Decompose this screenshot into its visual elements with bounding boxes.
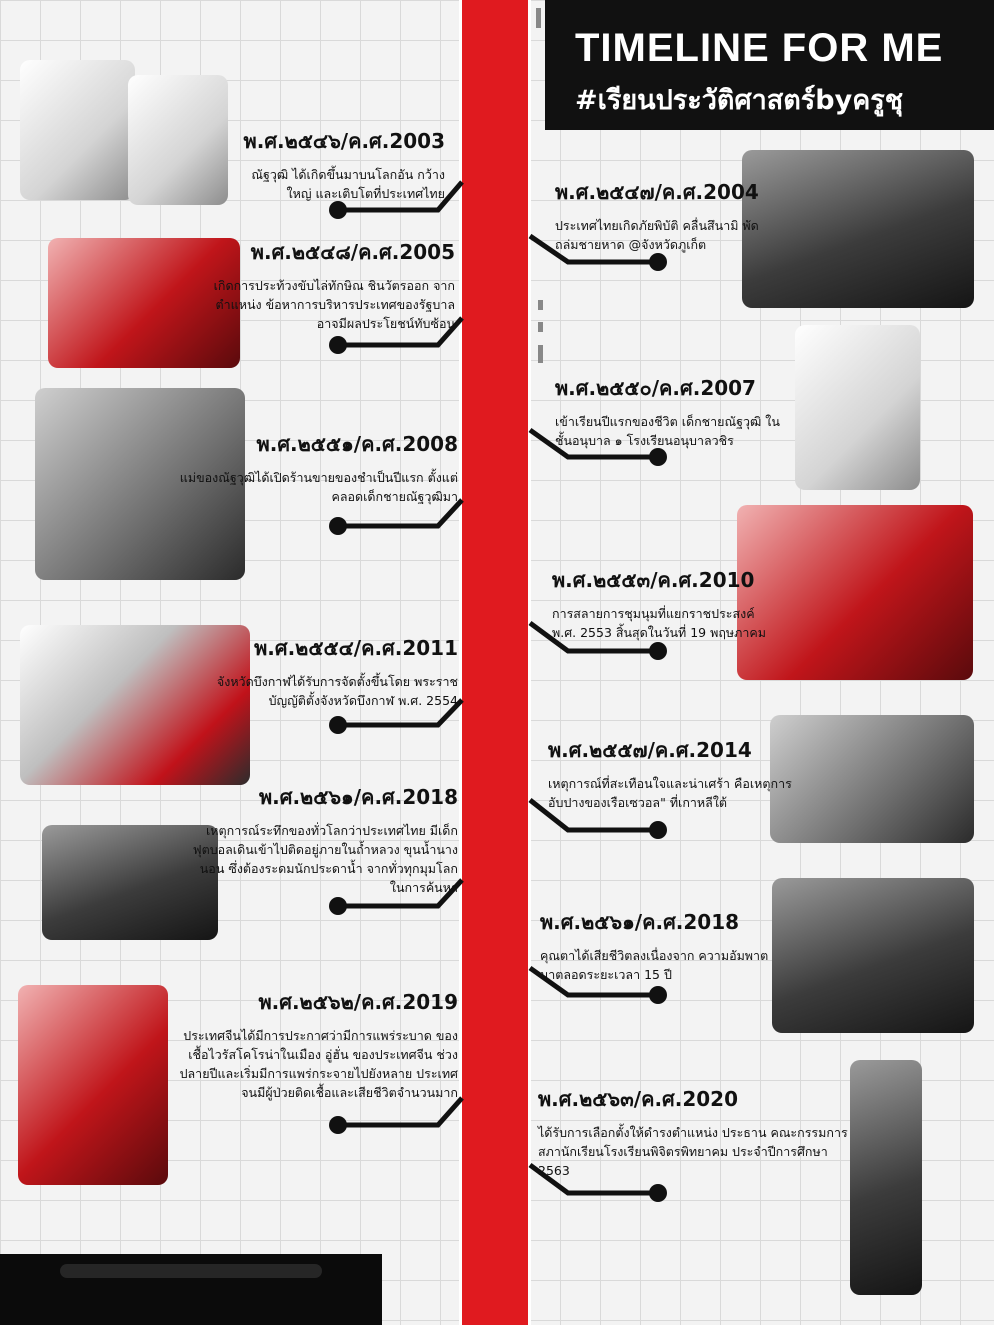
event-description: การสลายการชุมนุมที่แยกราชประสงค์ พ.ศ. 2553 สิ้นสุดในวันที่ 19 พฤษภาคม bbox=[552, 606, 767, 640]
event-description: ประเทศจีนได้มีการประกาศว่ามีการแพร่ระบาด ของเชื้อไวรัสโคโรน่าในเมือง อู่ฮั่น ของประเทศจีน ช่วงปลายปีและเริ่มมีการแพร่กระจายไปยังหลาย ประเทศจนมีผู้ป่วยติดเชื้อและเสียชีวิตจำนวนมาก bbox=[179, 1028, 458, 1100]
page-title: TIMELINE FOR ME bbox=[575, 26, 944, 70]
event-date: พ.ศ.๒๕๖๑/ค.ศ.2018 bbox=[540, 910, 740, 934]
event-description: เหตุการณ์ระทึกของทั่วโลกว่าประเทศไทย มีเด็กฟุตบอลเดินเข้าไปติดอยู่ภายในถ้ำหลวง ขุนน้ำนางนอน ซึ่งต้องระดมนักประดาน้ำ จากทั่วทุกมุมโลกในการค้นหา bbox=[192, 823, 458, 895]
event-description: เหตุการณ์ที่สะเทือนใจและน่าเศร้า คือเหตุการอับปางของเรือเซวอล" ที่เกาหลีใต้ bbox=[548, 776, 792, 810]
event-date: พ.ศ.๒๕๖๓/ค.ศ.2020 bbox=[538, 1087, 738, 1111]
event-description: เข้าเรียนปีแรกของชีวิต เด็กชายณัฐวุฒิ ในชั้นอนุบาล ๑ โรงเรียนอนุบาลวชิร bbox=[555, 414, 780, 448]
event-date: พ.ศ.๒๕๔๗/ค.ศ.2004 bbox=[555, 180, 759, 204]
event-date: พ.ศ.๒๕๕๗/ค.ศ.2014 bbox=[548, 738, 752, 762]
timeline-event bbox=[540, 906, 870, 984]
event-date: พ.ศ.๒๕๖๑/ค.ศ.2018 bbox=[258, 785, 458, 809]
event-description: คุณตาได้เสียชีวิตลงเนื่องจาก ความอัมพาต มาตลอดระยะเวลา 15 ปี bbox=[540, 948, 769, 982]
connector-dot bbox=[649, 986, 667, 1004]
timeline-event bbox=[555, 176, 885, 254]
event-description: ณัฐวุฒิ ได้เกิดขึ้นมาบนโลกอัน กว้างใหญ่ และเติบโตที่ประเทศไทย bbox=[251, 167, 445, 201]
connector-line bbox=[338, 1098, 462, 1125]
event-description: เกิดการประท้วงขับไล่ทักษิณ ชินวัตรออก จากตำแหน่ง ข้อหาการบริหารประเทศของรัฐบาล อาจมีผลประโยชน์ทับซ้อน bbox=[213, 278, 455, 331]
event-date: พ.ศ.๒๕๔๖/ค.ศ.2003 bbox=[243, 129, 445, 153]
timeline-event bbox=[115, 125, 445, 203]
timeline-event bbox=[538, 1083, 868, 1180]
event-description: ประเทศไทยเกิดภัยพิบัติ คลื่นสึนามิ พัดถล่มชายหาด @จังหวัดภูเก็ต bbox=[555, 218, 759, 252]
connector-dot bbox=[329, 897, 347, 915]
timeline-event bbox=[128, 781, 458, 897]
connector-dot bbox=[649, 821, 667, 839]
timeline-event bbox=[125, 236, 455, 333]
event-date: พ.ศ.๒๕๕๐/ค.ศ.2007 bbox=[555, 376, 756, 400]
event-date: พ.ศ.๒๕๖๒/ค.ศ.2019 bbox=[258, 990, 458, 1014]
event-description: จังหวัดบึงกาฬได้รับการจัดตั้งขึ้นโดย พระราชบัญญัติตั้งจังหวัดบึงกาฬ พ.ศ. 2554 bbox=[216, 674, 458, 708]
timeline-event bbox=[128, 428, 458, 506]
connector-dot bbox=[329, 336, 347, 354]
connector-dot bbox=[649, 448, 667, 466]
connector-dot bbox=[329, 517, 347, 535]
timeline-event bbox=[128, 986, 458, 1102]
connector-dot bbox=[649, 1184, 667, 1202]
event-date: พ.ศ.๒๕๔๘/ค.ศ.2005 bbox=[250, 240, 455, 264]
connector-dot bbox=[329, 201, 347, 219]
connector-dot bbox=[649, 253, 667, 271]
timeline-event bbox=[555, 372, 885, 450]
page-subtitle: #เรียนประวัติศาสตร์byครูชุ bbox=[575, 85, 904, 116]
event-date: พ.ศ.๒๕๕๔/ค.ศ.2011 bbox=[254, 636, 458, 660]
timeline-event bbox=[552, 564, 882, 642]
event-description: แม่ของณัฐวุฒิได้เปิดร้านขายของชำเป็นปีแรก ตั้งแต่คลอดเด็กชายณัฐวุฒิมา bbox=[179, 470, 458, 504]
timeline-event bbox=[548, 734, 878, 812]
footer-bar-highlight bbox=[60, 1264, 322, 1278]
footer-black-bar bbox=[0, 1254, 382, 1325]
connector-dot bbox=[329, 1116, 347, 1134]
timeline-event bbox=[128, 632, 458, 710]
event-date: พ.ศ.๒๕๕๓/ค.ศ.2010 bbox=[552, 568, 755, 592]
event-date: พ.ศ.๒๕๕๑/ค.ศ.2008 bbox=[256, 432, 458, 456]
connector-dot bbox=[329, 716, 347, 734]
connector-dot bbox=[649, 642, 667, 660]
event-description: ได้รับการเลือกตั้งให้ดำรงตำแหน่ง ประธาน คณะกรรมการสภานักเรียนโรงเรียนพิจิตรพิทยาคม ประจำปีการศึกษา 2563 bbox=[538, 1125, 848, 1178]
